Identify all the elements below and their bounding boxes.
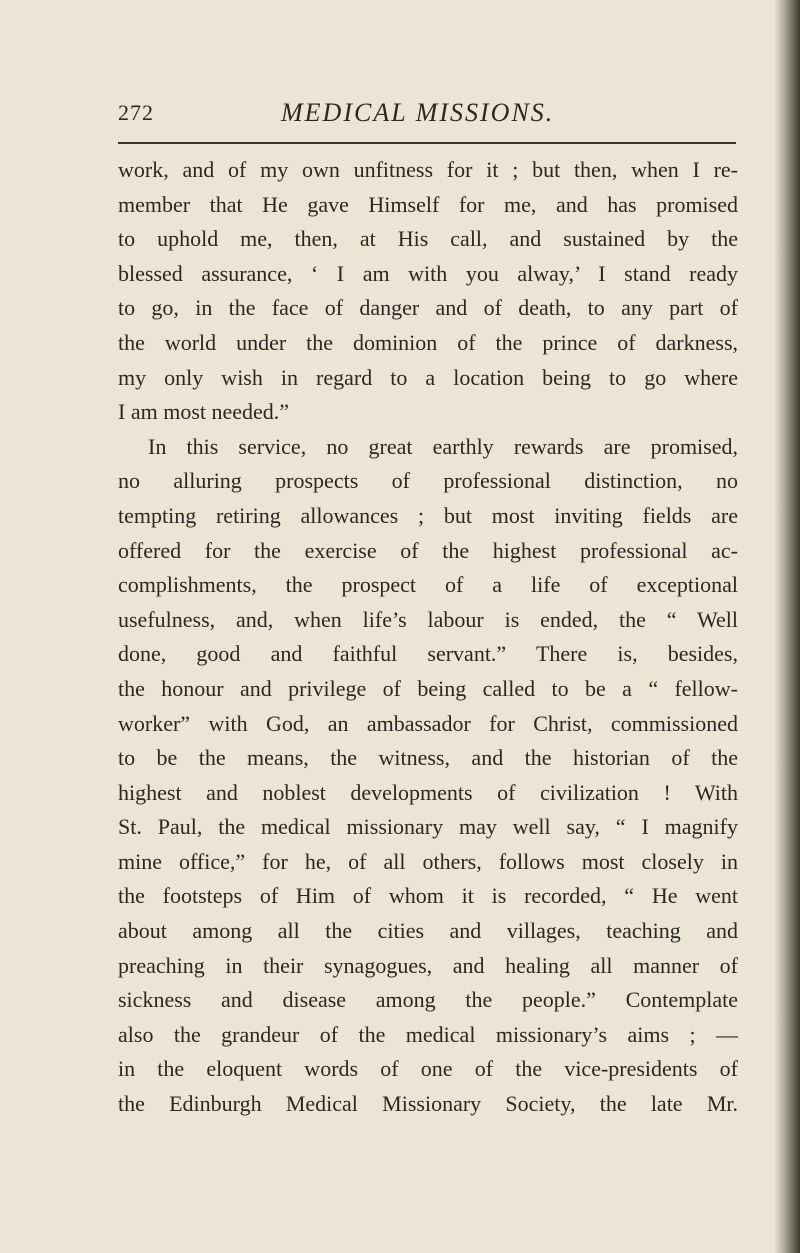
text-line: the honour and privilege of being called to be a “ fellow- (118, 675, 738, 701)
text-line: St. Paul, the medical missionary may well say, “ I magnify (118, 814, 738, 840)
text-line: blessed assurance, ‘ I am with you alway,’ I stand ready (118, 260, 738, 286)
header-rule (118, 142, 736, 144)
text-line: also the grandeur of the medical missionary’s aims ; — (118, 1021, 738, 1047)
text-line: done, good and faithful servant.” There is, besides, (118, 641, 738, 667)
text-line: to go, in the face of danger and of death, to any part of (118, 295, 738, 321)
text-line: I am most needed.” (118, 399, 290, 425)
text-line: the Edinburgh Medical Missionary Society, the late Mr. (118, 1091, 738, 1117)
text-line: offered for the exercise of the highest professional ac- (118, 537, 738, 563)
text-line: my only wish in regard to a location being to go where (118, 364, 738, 390)
text-line: the world under the dominion of the prince of darkness, (118, 329, 738, 355)
text-line: sickness and disease among the people.” Contemplate (118, 987, 738, 1013)
body-text (118, 153, 738, 1122)
running-head (118, 98, 730, 134)
text-line: complishments, the prospect of a life of exceptional (118, 572, 738, 598)
text-line: mine office,” for he, of all others, follows most closely in (118, 848, 738, 874)
page-number: 272 (118, 100, 154, 125)
text-line: tempting retiring allowances ; but most inviting fields are (118, 502, 738, 528)
text-line: the footsteps of Him of whom it is recorded, “ He went (118, 883, 738, 909)
text-line: usefulness, and, when life’s labour is ended, the “ Well (118, 606, 738, 632)
text-line: worker” with God, an ambassador for Christ, commissioned (118, 710, 738, 736)
page-edge-shadow (774, 0, 800, 1253)
text-line: no alluring prospects of professional distinction, no (118, 468, 738, 494)
running-title: MEDICAL MISSIONS. (281, 98, 555, 127)
text-line: about among all the cities and villages, teaching and (118, 918, 738, 944)
text-line: In this service, no great earthly rewards are promised, (148, 433, 738, 459)
text-line: work, and of my own unfitness for it ; but then, when I re- (118, 157, 738, 182)
text-line: to be the means, the witness, and the historian of the (118, 745, 738, 771)
text-line: member that He gave Himself for me, and has promised (118, 191, 738, 217)
text-line: preaching in their synagogues, and healing all manner of (118, 952, 738, 978)
text-line: highest and noblest developments of civilization ! With (118, 779, 738, 805)
text-line: in the eloquent words of one of the vice-presidents of (118, 1056, 738, 1082)
text-line: to uphold me, then, at His call, and sustained by the (118, 226, 738, 252)
